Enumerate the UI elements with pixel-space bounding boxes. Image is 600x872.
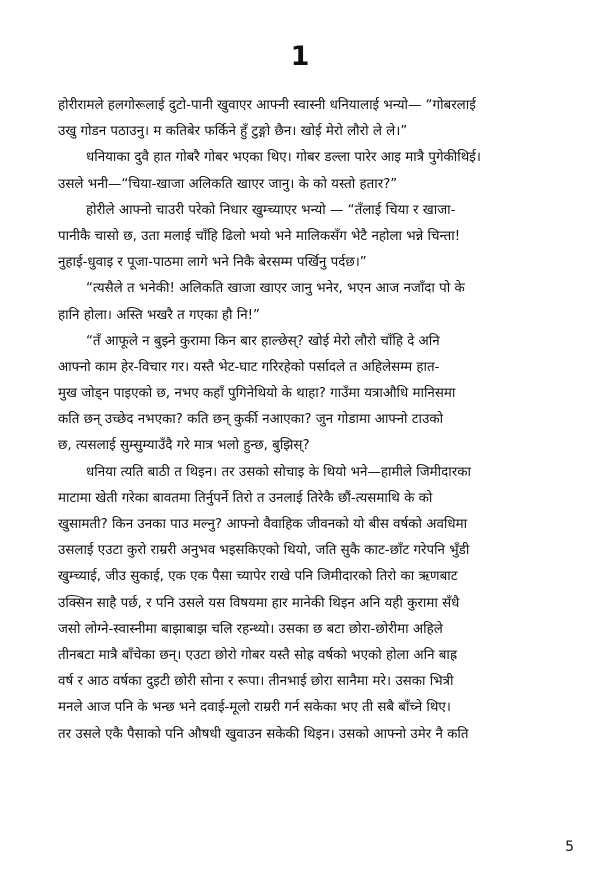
text-line: तीनबटा मात्रै बाँचेका छन्। एउटा छोरो गोबर यस्तै सोह्र वर्षको भएको होला अनि बाह्र (58, 647, 457, 663)
text-line: धनिया त्यति बाठी त थिइन। तर उसको सोचाइ के थियो भने—हामीले जिमीदारका (86, 464, 471, 480)
text-line: उक्सिन साहै पर्छ, र पनि उसले यस विषयमा हार मानेकी थिइन अनि यही कुरामा सँधै (58, 595, 460, 611)
chapter-number: 1 (290, 41, 310, 72)
text-line: होरीरामले हलगोरूलाई दुटो-पानी खुवाएर आफ्नी स्वास्नी धनियालाई भन्यो— “गोबरलाई (58, 98, 476, 113)
text-line: आफ्नो काम हेर-विचार गर। यस्तै भेट-घाट गरिरहेको पर्सादले त अहिलेसम्म हात- (58, 359, 440, 375)
text-line: कति छन् उच्छेद नभएका? कति छन् कुर्की नआएका? जुन गोडामा आफ्नो टाउको (58, 412, 444, 428)
text-line: “तँ आफूले न बुझ्ने कुरामा किन बार हाल्छेस्? खोई मेरो लौरो चाँहि दे अनि (86, 333, 440, 349)
text-line: होरीले आफ्नो चाउरी परेको निधार खुम्च्याएर भन्यो — “तँलाई चिया र खाजा- (86, 202, 456, 218)
page-number: 5 (565, 839, 574, 855)
text-line: खुसामती? किन उनका पाउ मल्नु? आफ्नो वैवाहिक जीवनको यो बीस वर्षको अवधिमा (58, 517, 468, 532)
text-line: वर्ष र आठ वर्षका दुइटी छोरी सोना र रूपा। तीनभाई छोरा सानैमा मरे। उसका भित्री (58, 674, 454, 690)
text-line: जसो लोग्ने-स्वास्नीमा बाझाबाझ चलि रहन्थ्यो। उसका छ बटा छोरा-छोरीमा अहिले (58, 621, 443, 637)
text-line: उसले भनी—“चिया-खाजा अलिकति खाएर जानु। के को यस्तो हतार?” (58, 176, 398, 192)
text-line: छ, त्यसलाई सुम्सुम्याउँदै गरे मात्र भलो हुन्छ, बुझिस्? (58, 438, 310, 454)
text-line: माटामा खेती गरेका बावतमा तिर्नुपर्ने तिरो त उनलाई तिरेकै छौं-त्यसमाथि के को (58, 490, 433, 506)
text-line: “त्यसैले त भनेकी! अलिकति खाजा खाएर जानु भनेर, भएन आज नजाँदा पो के (86, 281, 465, 297)
text-line: मुख जोड्न पाइएको छ, नभए कहाँ पुगिनेथियो के थाहा? गाउँमा यत्राऔधि मानिसमा (58, 386, 456, 402)
body-text (58, 93, 578, 748)
text-line: तर उसले एकै पैसाको पनि औषधी खुवाउन सकेकी थिइन। उसको आफ्नो उमेर नै कति (58, 726, 469, 742)
text-line: मनले आज पनि के भन्छ भने दवाई-मूलो राम्ररी गर्न सकेका भए ती सबै बाँच्ने थिए। (58, 700, 451, 716)
text-line: उखु गोडन पठाउनु। म कतिबेर फर्किने हुँ टुङ्गो छैन। खोई मेरो लौरो ले ले।” (58, 124, 408, 140)
text-line: धनियाका दुवै हात गोबरै गोबर भएका थिए। गोबर डल्ला पारेर आइ मात्रै पुगेकीथिई। (86, 150, 481, 166)
text-line: उसलाई एउटा कुरो राम्ररी अनुभव भइसकिएको थियो, जति सुकै काट-छाँट गरेपनि भुँडी (58, 543, 470, 559)
text-line: खुम्च्याई, जीउ सुकाई, एक एक पैसा च्यापेर राखे पनि जिमीदारको तिरो का ऋणबाट (58, 569, 458, 585)
text-line: हानि होला। अस्ति भखरै त गएका हौ नि!” (58, 307, 260, 323)
text-line: पानीकै चासो छ, उता मलाई चाँहि ढिलो भयो भने मालिकसँग भेटै नहोला भन्ने चिन्ता! (58, 228, 461, 244)
text-line: नुहाई-धुवाइ र पूजा-पाठमा लागे भने निकै बेरसम्म पर्खिनु पर्दछ।” (58, 255, 367, 271)
